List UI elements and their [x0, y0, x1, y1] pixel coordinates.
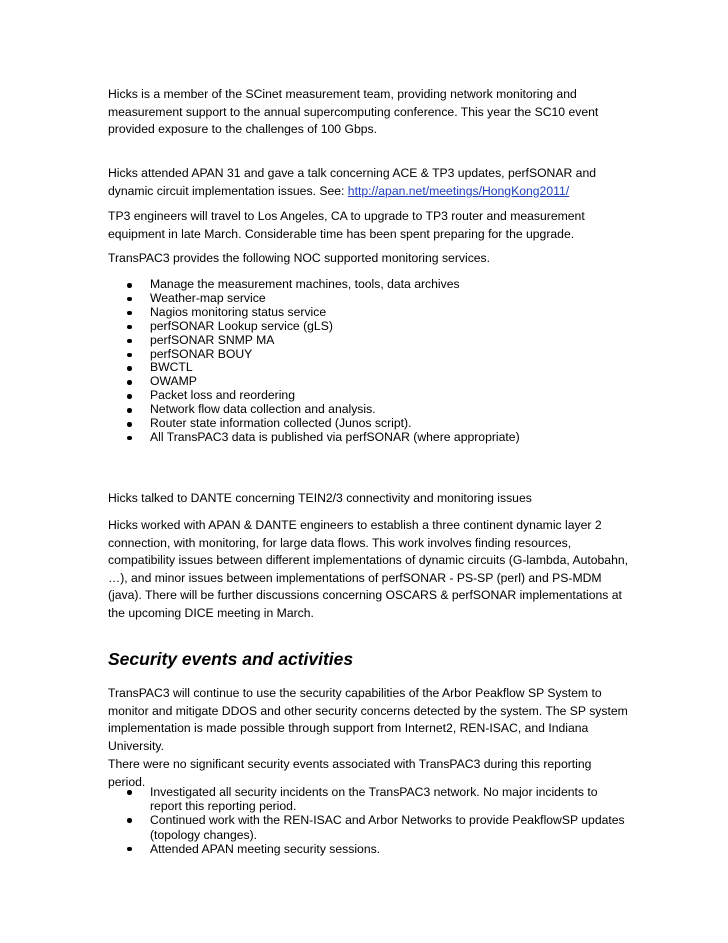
list-item-text: Investigated all security incidents on the TransPAC3 network. No major incidents to [150, 785, 598, 799]
list-item [108, 813, 628, 841]
apan-meetings-link[interactable]: http://apan.net/meetings/HongKong2011/ [347, 183, 570, 198]
paragraph-dynamic-layer2 [108, 517, 628, 623]
list-item-text: Packet loss and reordering [150, 388, 295, 403]
text-line: equipment in late March. Considerable time has been spent preparing for the upgrade. [108, 226, 575, 241]
paragraph-tp3-upgrade [108, 208, 628, 243]
paragraph-noc-services-intro: TransPAC3 provides the following NOC supported monitoring services. [108, 251, 491, 265]
text-line: …), and minor issues between implementations of perfSONAR - PS-SP (perl) and PS-MDM [108, 570, 602, 585]
paragraph-dante-tein: Hicks talked to DANTE concerning TEIN2/3 connectivity and monitoring issues [108, 491, 532, 505]
list-item [108, 417, 628, 431]
text-line: the upcoming DICE meeting in March. [108, 605, 314, 620]
list-item-text: Manage the measurement machines, tools, data archives [150, 277, 460, 291]
list-item [108, 278, 628, 292]
list-item [108, 320, 628, 334]
bullet-icon [127, 847, 132, 852]
noc-services-list [108, 278, 628, 445]
bullet-icon [127, 422, 132, 427]
list-item [108, 348, 628, 362]
bullet-icon [127, 394, 132, 399]
list-item-text: perfSONAR SNMP MA [150, 332, 275, 347]
list-item [108, 403, 628, 417]
list-item [108, 785, 628, 813]
list-item [108, 389, 628, 403]
list-item-text: OWAMP [150, 374, 197, 389]
text-line: implementation is made possible through support from Internet2, REN-ISAC, and Indiana [108, 721, 589, 736]
list-item [108, 334, 628, 348]
list-item-text: Weather-map service [150, 290, 266, 305]
list-item-text: perfSONAR Lookup service (gLS) [150, 318, 333, 333]
list-item-text: Continued work with the REN-ISAC and Arbor Networks to provide PeakflowSP updates [150, 813, 625, 828]
bullet-icon [127, 436, 132, 441]
bullet-icon [127, 325, 132, 330]
list-item [108, 431, 628, 445]
bullet-icon [127, 790, 132, 795]
list-item [108, 375, 628, 389]
text-line: (java). There will be further discussions concerning OSCARS & perfSONAR implementations at [108, 588, 622, 603]
list-item [108, 306, 628, 320]
text-line: TransPAC3 will continue to use the security capabilities of the Arbor Peakflow SP System to [108, 686, 602, 700]
list-item-text: Attended APAN meeting security sessions. [150, 841, 381, 856]
bullet-icon [127, 283, 132, 288]
list-item [108, 361, 628, 375]
list-item-text: All TransPAC3 data is published via perfSONAR (where appropriate) [150, 429, 520, 444]
bullet-icon [127, 380, 132, 385]
security-activities-list [108, 785, 628, 856]
bullet-icon [127, 297, 132, 302]
text-line: Hicks worked with APAN & DANTE engineers to establish a three continent dynamic layer 2 [108, 518, 602, 532]
bullet-icon [127, 353, 132, 358]
list-item [108, 842, 628, 856]
text-line: provided exposure to the challenges of 100 Gbps. [108, 122, 377, 137]
text-line: University. [108, 738, 164, 753]
bullet-icon [127, 818, 132, 823]
list-item [108, 292, 628, 306]
text-line: connection, with monitoring, for large data flows. This work involves finding resources, [108, 535, 572, 550]
bullet-icon [127, 408, 132, 413]
paragraph-scinet [108, 86, 628, 139]
text-line: Hicks attended APAN 31 and gave a talk concerning ACE & TP3 updates, perfSONAR and [108, 166, 597, 180]
text-line: TP3 engineers will travel to Los Angeles, CA to upgrade to TP3 router and measurement [108, 209, 585, 223]
paragraph-arbor-peakflow [108, 685, 628, 755]
text-span: dynamic circuit implementation issues. See: [108, 183, 348, 198]
bullet-icon [127, 311, 132, 316]
bullet-icon [127, 366, 132, 371]
text-line [108, 183, 628, 201]
list-item-text: (topology changes). [150, 827, 258, 842]
text-line: Hicks is a member of the SCinet measurement team, providing network monitoring and [108, 87, 577, 101]
list-item-text: Router state information collected (Junos script). [150, 416, 412, 431]
text-line: monitor and mitigate DDOS and other security concerns detected by the system. The SP system [108, 703, 628, 718]
paragraph-apan31 [108, 165, 628, 200]
list-item-text: report this reporting period. [150, 799, 297, 814]
section-heading-security: Security events and activities [108, 649, 354, 669]
list-item-text: BWCTL [150, 360, 193, 375]
paragraph-no-security-events: There were no significant security events associated with TransPAC3 during this reporting period. [108, 757, 592, 789]
text-line: compatibility issues between different implementations of dynamic circuits (G-lambda, Autobahn, [108, 553, 629, 568]
list-item-text: Network flow data collection and analysis. [150, 402, 376, 417]
bullet-icon [127, 339, 132, 344]
list-item-text: perfSONAR BOUY [150, 346, 253, 361]
text-line: measurement support to the annual supercomputing conference. This year the SC10 event [108, 104, 599, 119]
list-item-text: Nagios monitoring status service [150, 304, 327, 319]
